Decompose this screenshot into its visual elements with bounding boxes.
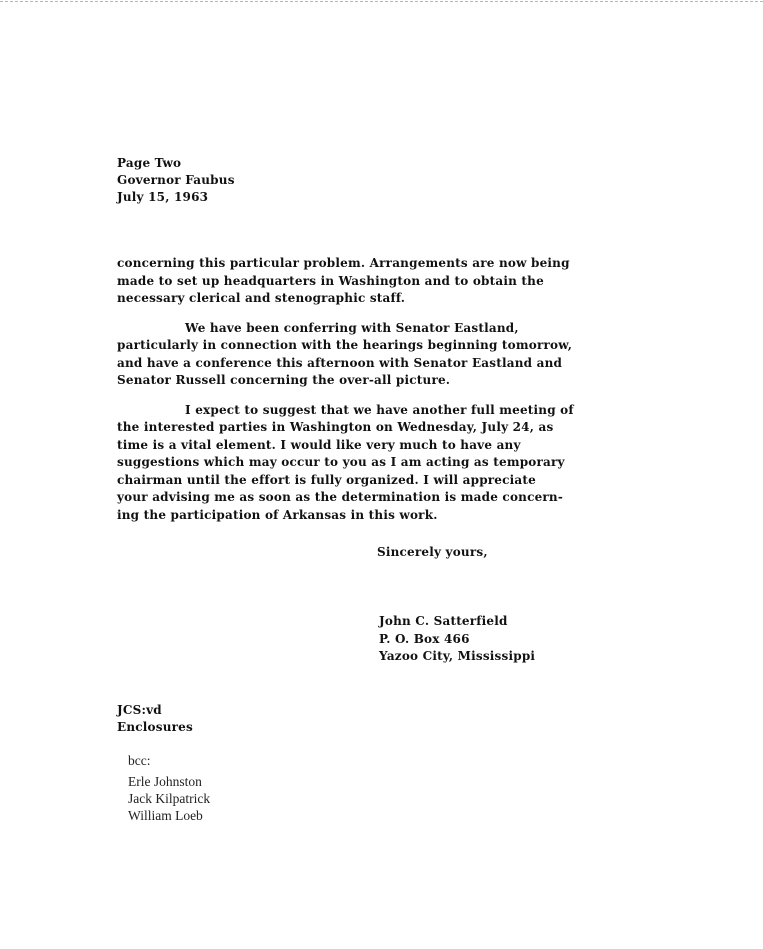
reference-block <box>117 702 193 736</box>
body-line: and have a conference this afternoon with Senator Eastland and <box>117 355 563 370</box>
recipient-name: Governor Faubus <box>117 173 235 187</box>
paragraph-1 <box>117 255 627 308</box>
signer-name: John C. Satterfield <box>379 614 508 628</box>
letter-date: July 15, 1963 <box>117 190 209 204</box>
body-line: the interested parties in Washington on Wednesday, July 24, as <box>117 420 554 434</box>
body-line: your advising me as soon as the determination is made concern- <box>117 490 564 504</box>
signer-city: Yazoo City, Mississippi <box>379 649 536 663</box>
body-line: I expect to suggest that we have another full meeting of <box>185 402 574 417</box>
body-line: chairman until the effort is fully organized. I will appreciate <box>117 472 536 487</box>
body-line: suggestions which may occur to you as I am acting as temporary <box>117 455 565 469</box>
bcc-label: bcc: <box>128 753 151 768</box>
complimentary-close: Sincerely yours, <box>377 545 488 559</box>
body-line: made to set up headquarters in Washington and to obtain the <box>117 273 544 288</box>
paragraph-3 <box>117 402 627 525</box>
bcc-recipient: William Loeb <box>128 808 203 823</box>
bcc-block <box>128 752 210 824</box>
signer-address: P. O. Box 466 <box>379 631 470 646</box>
body-line: Senator Russell concerning the over-all picture. <box>117 373 451 387</box>
body-line: ing the participation of Arkansas in this work. <box>117 507 438 522</box>
letter-header <box>117 155 235 206</box>
signature-block <box>379 613 535 666</box>
body-line: particularly in connection with the hearings beginning tomorrow, <box>117 338 573 352</box>
body-line: necessary clerical and stenographic staff. <box>117 291 406 305</box>
body-line: time is a vital element. I would like very much to have any <box>117 437 521 452</box>
reference-initials: JCS:vd <box>117 703 162 717</box>
body-line: We have been conferring with Senator Eastland, <box>185 320 519 335</box>
letter-body <box>117 255 627 524</box>
enclosures-notation: Enclosures <box>117 720 193 734</box>
page-number: Page Two <box>117 156 182 170</box>
body-line: concerning this particular problem. Arrangements are now being <box>117 256 570 270</box>
bcc-recipient: Erle Johnston <box>128 774 202 789</box>
page-top-border <box>0 1 763 2</box>
bcc-recipient: Jack Kilpatrick <box>128 791 211 806</box>
paragraph-2 <box>117 320 627 390</box>
